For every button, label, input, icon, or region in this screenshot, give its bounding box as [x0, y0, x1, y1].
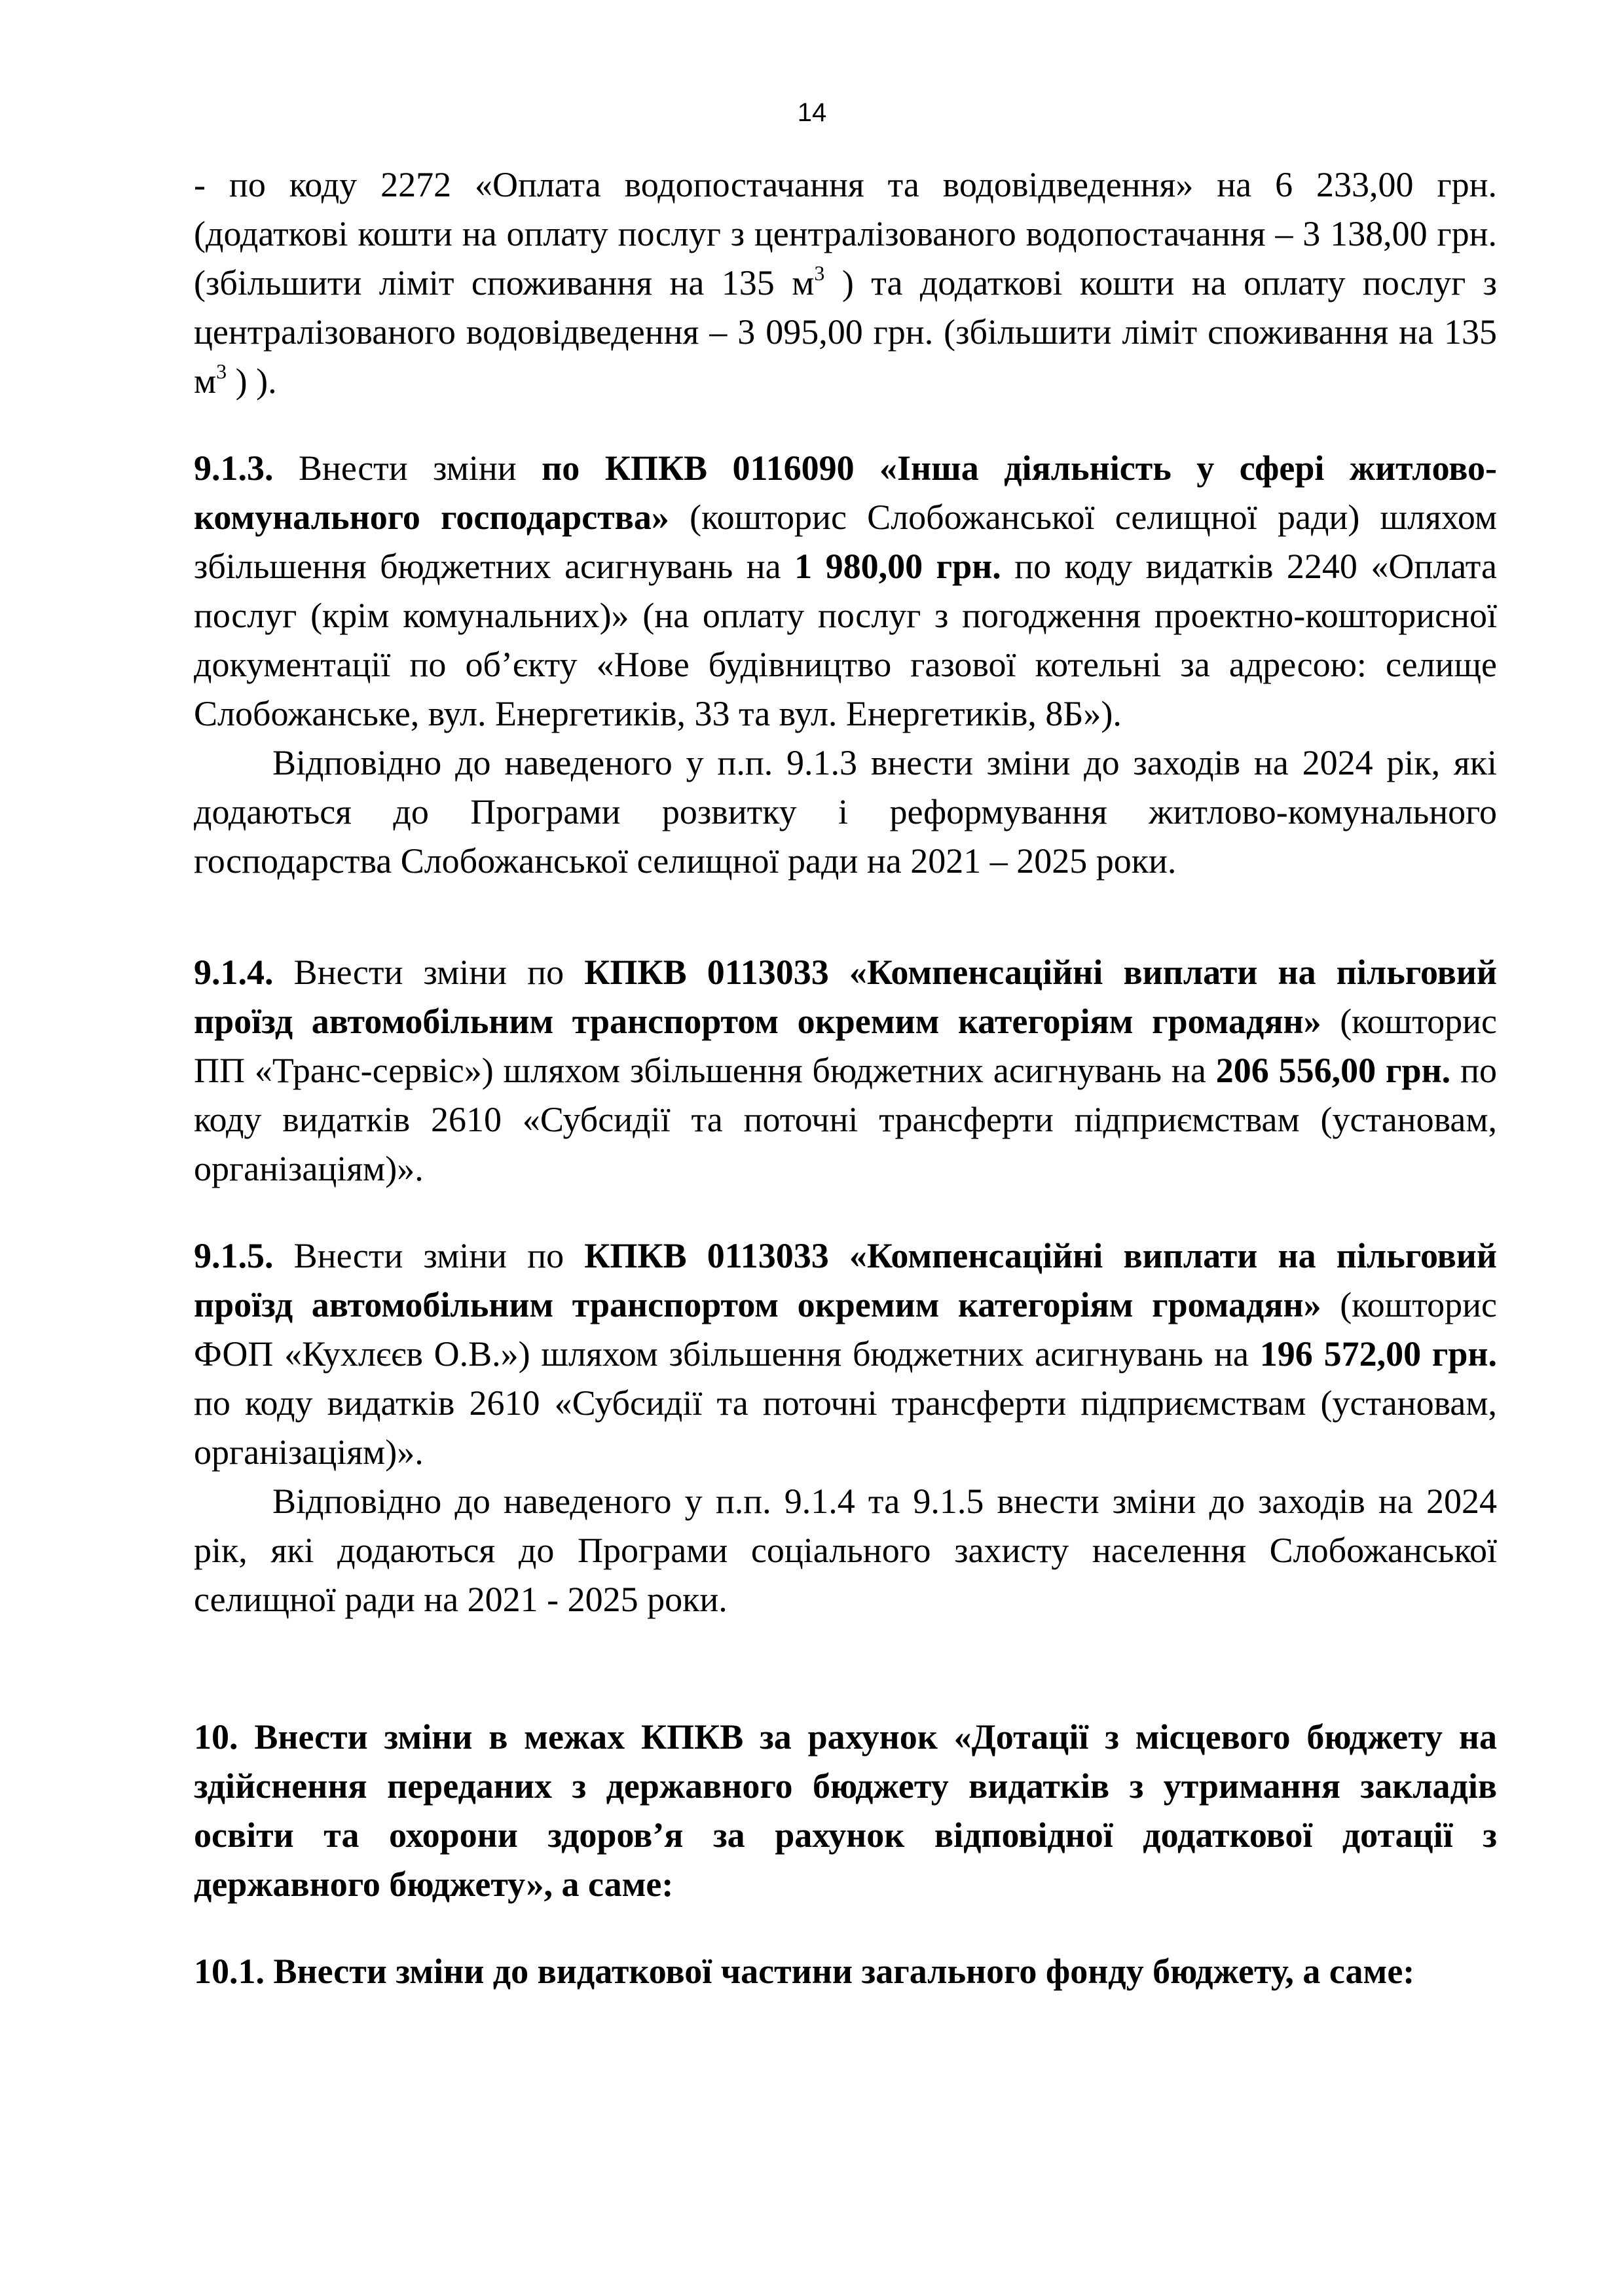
spacer [194, 886, 1497, 948]
page-number: 14 [797, 98, 827, 127]
spacer [194, 1909, 1497, 1947]
section-9-1-4: 9.1.4. Внести зміни по КПКВ 0113033 «Компенсаційні виплати на пільговий проїзд автомобільним транспортом окремим категоріям громадян» (кошторис ПП «Транс-сервіс») шляхом збільшення бюджетних асигнувань на 206 556,00 грн. по коду видатків 2610 «Субсидії та поточні трансферти підприємствам (установам, організаціям)». [194, 953, 1497, 1188]
paragraph-code-2272: - по коду 2272 «Оплата водопостачання та водовідведення» на 6 233,00 грн. (додаткові кошти на оплату послуг з централізованого водопостачання – 3 138,00 грн. (збільшити ліміт споживання на 135 $м^3$ ) та додаткові кошти на оплату послуг з централізованого водовідведення – 3 095,00 грн. (збільшити ліміт споживання на 135 $м^3$ ) ). [194, 165, 1497, 401]
spacer [194, 1194, 1497, 1231]
section-9-1-5: 9.1.5. Внести зміни по КПКВ 0113033 «Компенсаційні виплати на пільговий проїзд автомобільним транспортом окремим категоріям громадян» (кошторис ФОП «Кухлєєв О.В.») шляхом збільшення бюджетних асигнувань на 196 572,00 грн. по коду видатків 2610 «Субсидії та поточні трансферти підприємствам (установам, організаціям)». [194, 1236, 1498, 1472]
section-9-1-5-note: Відповідно до наведеного у п.п. 9.1.4 та 9.1.5 внести зміни до заходів на 2024 рік, які додаються до Програми соціального захисту населення Слобожанської селищної ради на 2021 - 2025 роки. [194, 1482, 1497, 1619]
section-10-1-heading: 10.1. Внести зміни до видаткової частини загального фонду бюджету, а саме: [194, 1952, 1415, 1991]
section-9-1-3: 9.1.3. Внести зміни по КПКВ 0116090 «Інша діяльність у сфері житлово-комунального господарства» (кошторис Слобожанської селищної ради) шляхом збільшення бюджетних асигнувань на 1 980,00 грн. по коду видатків 2240 «Оплата послуг (крім комунальних)» (на оплату послуг з погодження проектно-кошторисної документації по об’єкту «Нове будівництво газової котельні за адресою: селище Слобожанське, вул. Енергетиків, 33 та вул. Енергетиків, 8Б»). [194, 448, 1498, 733]
spacer [194, 1624, 1497, 1713]
section-9-1-3-note: Відповідно до наведеного у п.п. 9.1.3 внести зміни до заходів на 2024 рік, які додаються до Програми розвитку і реформування житлово-комунального господарства Слобожанської селищної ради на 2021 – 2025 роки. [194, 743, 1497, 881]
section-10-heading: 10. Внести зміни в межах КПКВ за рахунок «Дотації з місцевого бюджету на здійснення переданих з державного бюджету видатків з утримання закладів освіти та охорони здоров’я за рахунок відповідної додаткової дотації з державного бюджету», а саме: [194, 1717, 1497, 1904]
spacer [194, 406, 1497, 444]
document-body [194, 160, 1497, 1996]
